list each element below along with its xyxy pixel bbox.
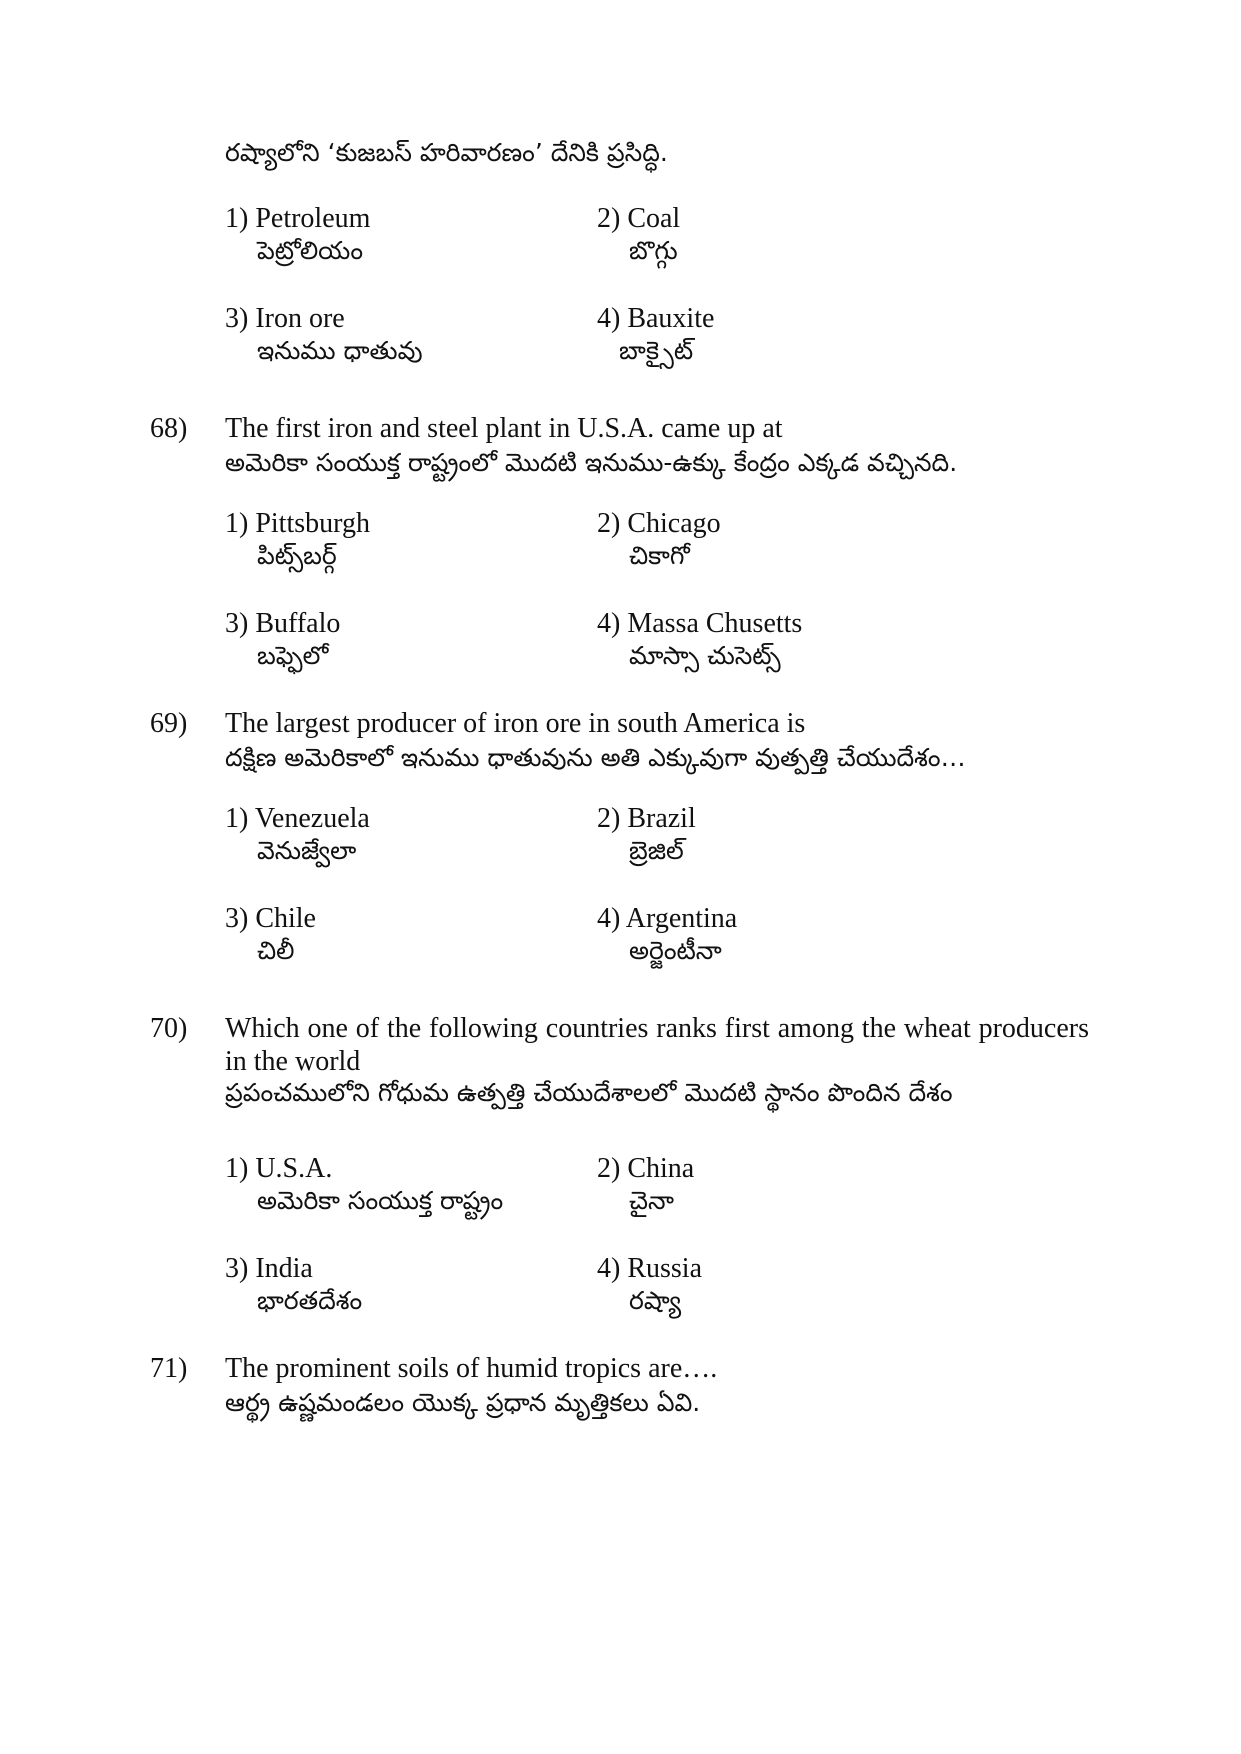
q68-option-1-te: పిట్స్‌బర్గ్ xyxy=(257,541,337,570)
q70-option-3-te: భారతదేశం xyxy=(257,1286,363,1315)
q67-option-4-te: బాక్సైట్ xyxy=(619,336,694,365)
q67-option-2-en: 2) Coal xyxy=(597,203,681,234)
q68-option-4-te: మాస్సా చుసెట్స్ xyxy=(629,641,781,670)
q68-option-1-en: 1) Pittsburgh xyxy=(225,508,370,539)
q69-option-1-en: 1) Venezuela xyxy=(225,803,370,834)
q68-option-3-te: బఫ్ఫెలో xyxy=(257,641,329,670)
q68-option-2-te: చికాగో xyxy=(629,541,690,570)
q67-option-1-te: పెట్రోలియం xyxy=(257,236,364,265)
q70-question-en: Which one of the following countries ranks first among the wheat producers in the world xyxy=(225,1013,1089,1077)
q68-question-en: The first iron and steel plant in U.S.A. came up at xyxy=(225,413,783,444)
q70-question-te: ప్రపంచములోని గోధుమ ఉత్పత్తి చేయుదేశాలలో మొదటి స్థానం పొందిన దేశం xyxy=(225,1078,953,1107)
q69-question-en: The largest producer of iron ore in south America is xyxy=(225,708,806,739)
q67-option-3-en: 3) Iron ore xyxy=(225,303,345,334)
q70-option-2-te: చైనా xyxy=(629,1186,674,1215)
q69-option-2-te: బ్రెజిల్ xyxy=(629,836,684,865)
q69-option-4-en: 4) Argentina xyxy=(597,903,738,934)
q68-option-2-en: 2) Chicago xyxy=(597,508,721,539)
q70-option-3-en: 3) India xyxy=(225,1253,313,1284)
q70-option-4-en: 4) Russia xyxy=(597,1253,702,1284)
q69-number: 69) xyxy=(150,708,188,739)
q69-question-te: దక్షిణ అమెరికాలో ఇనుము ధాతువును అతి ఎక్కువుగా వుత్పత్తి చేయుదేశం… xyxy=(225,743,966,772)
q68-option-4-en: 4) Massa Chusetts xyxy=(597,608,803,639)
q69-option-1-te: వెనుజ్వేలా xyxy=(257,836,357,865)
q70-option-1-te: అమెరికా సంయుక్త రాష్ట్రం xyxy=(257,1186,504,1215)
q68-option-3-en: 3) Buffalo xyxy=(225,608,341,639)
q67-option-3-te: ఇనుము ధాతువు xyxy=(257,336,423,365)
q70-option-2-en: 2) China xyxy=(597,1153,695,1184)
q69-option-3-en: 3) Chile xyxy=(225,903,316,934)
q70-option-4-te: రష్యా xyxy=(629,1286,682,1315)
q70-number: 70) xyxy=(150,1013,188,1044)
q69-option-4-te: అర్జెంటీనా xyxy=(629,936,722,965)
q71-question-en: The prominent soils of humid tropics are…. xyxy=(225,1353,718,1384)
q71-question-te: ఆర్థ్ర ఉష్ణమండలం యొక్క ప్రధాన మృత్తికలు ఏవి. xyxy=(225,1388,701,1417)
q69-option-2-en: 2) Brazil xyxy=(597,803,696,834)
q68-question-te: అమెరికా సంయుక్త రాష్ట్రంలో మొదటి ఇనుము-ఉక్కు కేంద్రం ఎక్కడ వచ్చినది. xyxy=(225,448,958,477)
q67-option-1-en: 1) Petroleum xyxy=(225,203,371,234)
q67-question-te: రష్యాలోని ‘కుజబస్ హరివారణం’ దేనికి ప్రసిద్ధి. xyxy=(225,138,668,167)
q67-option-2-te: బొగ్గు xyxy=(629,236,678,265)
q70-option-1-en: 1) U.S.A. xyxy=(225,1153,333,1184)
q68-number: 68) xyxy=(150,413,188,444)
q69-option-3-te: చిలీ xyxy=(257,936,295,965)
q67-option-4-en: 4) Bauxite xyxy=(597,303,715,334)
q71-number: 71) xyxy=(150,1353,188,1384)
